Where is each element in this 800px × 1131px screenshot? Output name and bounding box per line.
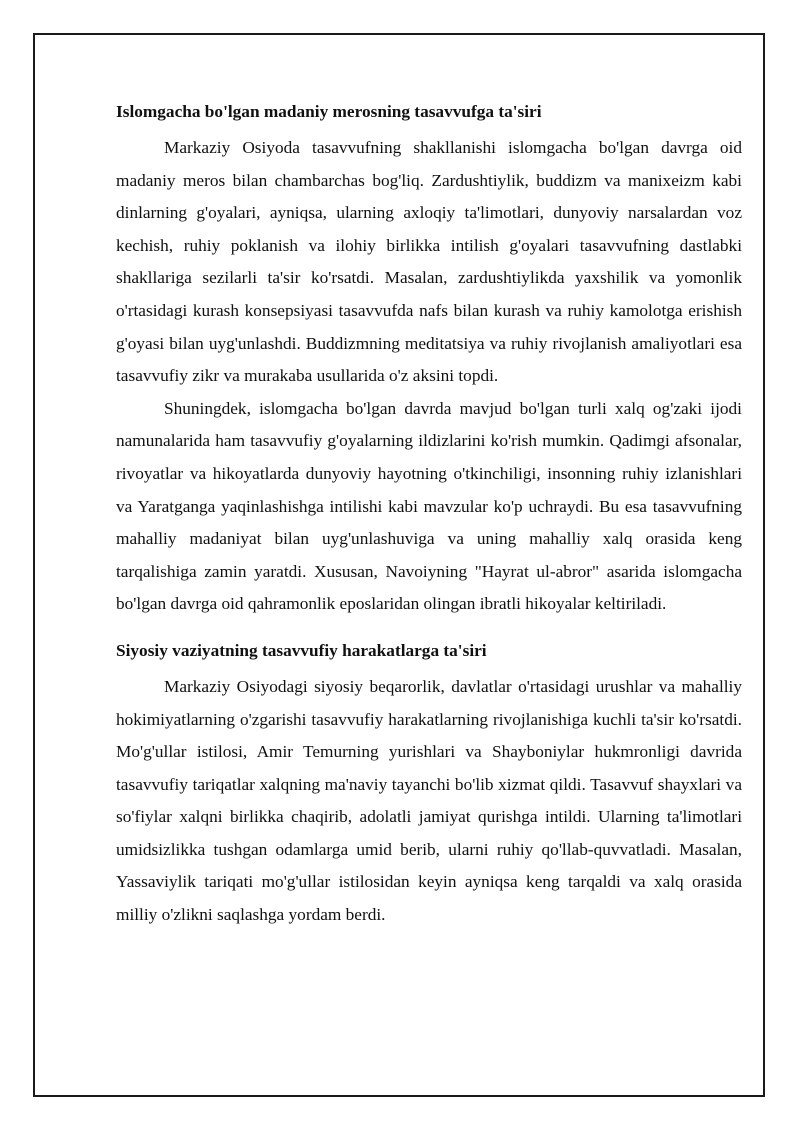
paragraph: Shuningdek, islomgacha bo'lgan davrda mavjud bo'lgan turli xalq og'zaki ijodi namunalarida ham tasavvufiy g'oyalarning ildizlarini ko'rish mumkin. Qadimgi afsonalar, rivoyatlar va hikoyatlarda dunyoviy hayotning o'tkinchiligi, insonning ruhiy izlanishlari va Yaratganga yaqinlashishga intilishi kabi mavzular ko'p uchraydi. Bu esa tasavvufning mahalliy madaniyat bilan uyg'unlashuviga va uning mahalliy xalq orasida keng tarqalishiga zamin yaratdi. Xususan, Navoiyning "Hayrat ul-abror" asarida islomgacha bo'lgan davrga oid qahramonlik eposlaridan olingan ibratli hikoyalar keltiriladi. [116,398,742,614]
paragraph: Markaziy Osiyoda tasavvufning shakllanishi islomgacha bo'lgan davrga oid madaniy meros bilan chambarchas bog'liq. Zardushtiylik, buddizm va manixeizm kabi dinlarning g'oyalari, ayniqsa, ularning axloqiy ta'limotlari, dunyoviy narsalardan voz kechish, ruhiy poklanish va ilohiy birlikka intilish g'oyalari tasavvufning dastlabki shakllariga sezilarli ta'sir ko'rsatdi. Masalan, zardushtiylikda yaxshilik va yomonlik o'rtasidagi kurash konsepsiyasi tasavvufda nafs bilan kurash va ruhiy kamolotga erishish g'oyasi bilan uyg'unlashdi. Buddizmning meditatsiya va ruhiy rivojlanish amaliyotlari esa tasavvufiy zikr va murakaba usullarida o'z aksini topdi. [116,138,742,386]
document-body [116,96,742,932]
section-heading: Siyosiy vaziyatning tasavvufiy harakatlarga ta'siri [116,640,487,660]
paragraph: Markaziy Osiyodagi siyosiy beqarorlik, davlatlar o'rtasidagi urushlar va mahalliy hokimiyatlarning o'zgarishi tasavvufiy harakatlarning rivojlanishiga kuchli ta'sir ko'rsatdi. Mo'g'ullar istilosi, Amir Temurning yurishlari va Shayboniylar hukmronligi davrida tasavvufiy tariqatlar xalqning ma'naviy tayanchi bo'lib xizmat qildi. Tasavvuf shayxlari va so'fiylar xalqni birlikka chaqirib, adolatli jamiyat qurishga intildi. Ularning ta'limotlari umidsizlikka tushgan odamlarga umid berib, ularni ruhiy qo'llab-quvvatladi. Masalan, Yassaviylik tariqati mo'g'ullar istilosidan keyin ayniqsa keng tarqaldi va xalq orasida milliy o'zlikni saqlashga yordam berdi. [116,676,742,925]
section-heading: Islomgacha bo'lgan madaniy merosning tasavvufga ta'siri [116,102,542,121]
